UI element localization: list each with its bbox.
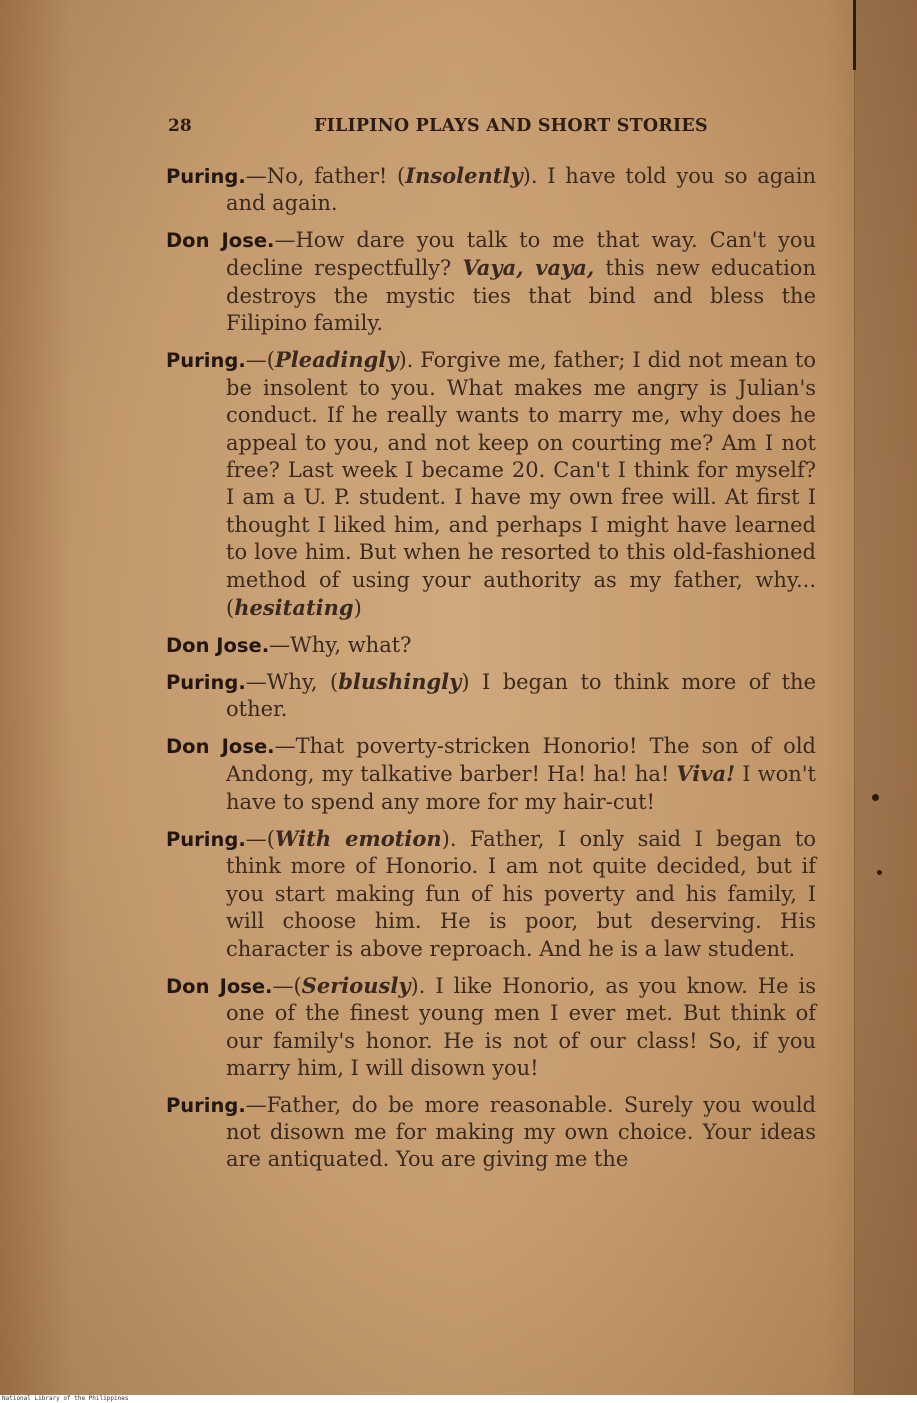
dialogue-text: ( xyxy=(293,973,302,998)
dialogue-text: Why, what? xyxy=(290,632,412,657)
dialogue-paragraph xyxy=(166,825,816,963)
dash: — xyxy=(245,826,267,851)
stage-direction: With emotion xyxy=(274,825,442,851)
speaker-name: Don Jose. xyxy=(166,974,273,998)
stage-direction: Pleadingly xyxy=(274,347,399,373)
dialogue-paragraph xyxy=(166,346,816,622)
dialogue-paragraph xyxy=(166,632,816,659)
speaker-name: Puring. xyxy=(166,349,246,373)
footer-credit: National Library of the Philippines xyxy=(0,1395,917,1403)
dialogue-paragraph xyxy=(166,162,816,218)
dialogue-text: No, father! ( xyxy=(266,164,406,188)
margin-dot xyxy=(872,794,879,801)
speaker-name: Don Jose. xyxy=(166,734,275,758)
dialogue-text: That poverty-stricken Honorio! The son of old Andong, my talkative barber! Ha! ha! ha! xyxy=(226,733,816,787)
dash: — xyxy=(245,669,267,694)
dash: — xyxy=(272,973,294,998)
stage-direction: hesitating xyxy=(234,595,354,621)
page-number: 28 xyxy=(168,116,192,136)
dialogue-text: ). I like Honorio, as you know. He is one of the finest young men I ever met. But think of our family's honor. He is not of our class! So, if you marry him, I will disown you! xyxy=(226,973,816,1081)
dialogue-text: ). I have told you so again and again. xyxy=(226,164,816,216)
dialogue-text: ). Father, I only said I began to think more of Honorio. I am not quite decided, but if you start making fun of his poverty and his family, I will choose him. He is poor, but deserving. His character is above reproach. And he is a law student. xyxy=(226,826,816,961)
dash: — xyxy=(274,733,296,758)
dialogue-paragraph xyxy=(166,733,816,816)
dash: — xyxy=(274,227,296,252)
stage-direction: Seriously xyxy=(301,972,411,998)
dialogue-text: I won't have to spend any more for my hair-cut! xyxy=(226,762,816,814)
dialogue-text: How dare you talk to me that way. Can't you decline respectfully? xyxy=(226,227,816,281)
speaker-name: Puring. xyxy=(166,165,246,188)
dialogue-text: ). Forgive me, father; I did not mean to be insolent to you. What makes me angry is Julian's conduct. If he really wants to marry me, why does he appeal to you, and not keep on courting me? Am I not free? Last week I became 20. Can't I think for myself? I am a U. P. student. I have my own free will. At first I thought I liked him, and perhaps I might have learned to love him. But when he resorted to this old-fashioned method of using your authority as my father, why... ( xyxy=(226,348,816,621)
dialogue-paragraph xyxy=(166,227,816,338)
speaker-name: Puring. xyxy=(166,670,246,694)
dialogue-text: Why, ( xyxy=(266,669,339,694)
edge-mark xyxy=(853,0,856,70)
dash: — xyxy=(245,348,267,373)
page-header xyxy=(168,116,818,144)
stage-direction: blushingly xyxy=(338,668,462,694)
dialogue-paragraph xyxy=(166,972,816,1083)
running-head: FILIPINO PLAYS AND SHORT STORIES xyxy=(314,116,708,136)
dialogue-text: ( xyxy=(266,348,275,373)
page-edge-strip xyxy=(854,0,917,1395)
speaker-name: Puring. xyxy=(166,1093,246,1117)
margin-dot xyxy=(877,870,882,875)
dialogue-text: Father, do be more reasonable. Surely you would not disown me for making my own choice. Your ideas are antiquated. You are giving me the xyxy=(226,1092,816,1172)
stage-direction: Insolently xyxy=(405,163,523,188)
dash: — xyxy=(245,164,267,188)
page-body xyxy=(166,162,816,1183)
dialogue-paragraph xyxy=(166,668,816,724)
speaker-name: Puring. xyxy=(166,827,246,851)
speaker-name: Don Jose. xyxy=(166,633,270,657)
dialogue-paragraph xyxy=(166,1092,816,1174)
dash: — xyxy=(269,632,291,657)
speaker-name: Don Jose. xyxy=(166,228,275,252)
stage-direction: Vaya, vaya, xyxy=(462,255,595,281)
dialogue-text: ) I began to think more of the other. xyxy=(226,669,816,722)
dash: — xyxy=(245,1092,267,1117)
stage-direction: Viva! xyxy=(676,761,736,787)
dialogue-text: ( xyxy=(266,826,275,851)
dialogue-text: ) xyxy=(353,596,362,621)
dialogue-text: this new education destroys the mystic ties that bind and bless the Filipino family. xyxy=(226,256,816,336)
